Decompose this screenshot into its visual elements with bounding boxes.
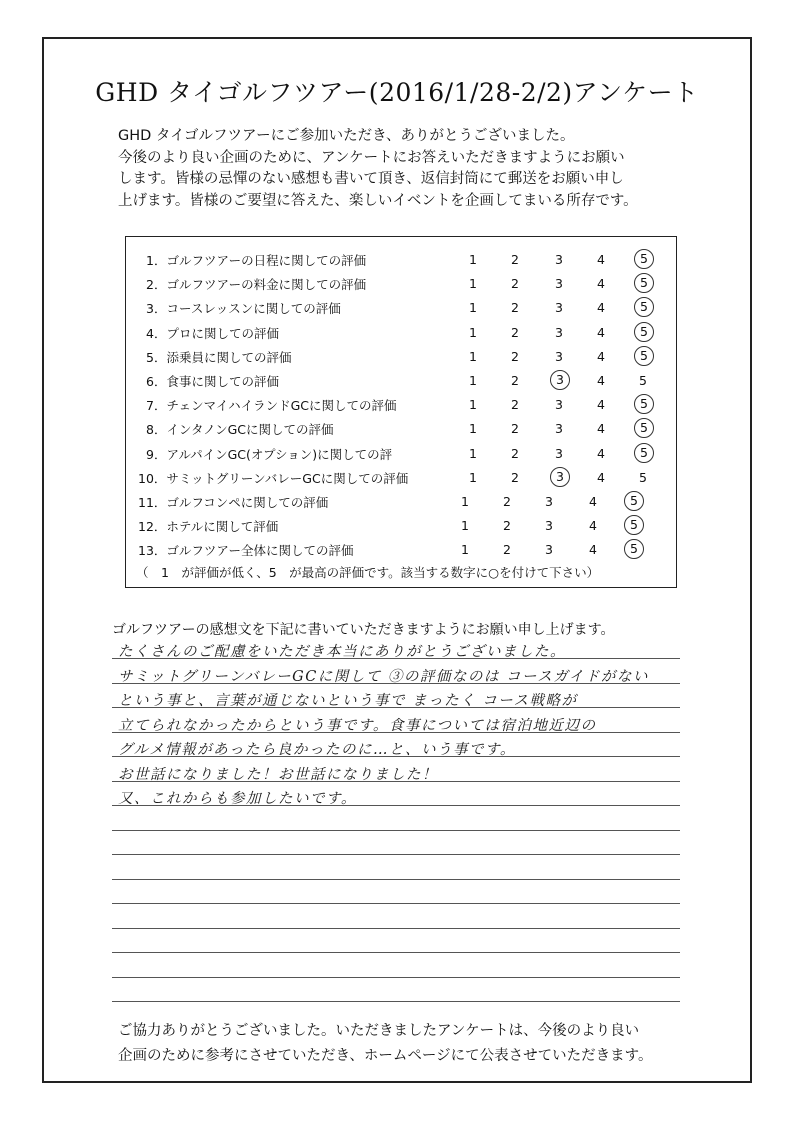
evaluation-label: 6．食事に関しての評価 <box>146 374 279 389</box>
score-option[interactable]: 1 <box>469 469 477 485</box>
score-circled[interactable]: 5 <box>634 418 654 438</box>
score-option[interactable]: 3 <box>545 542 553 558</box>
score-circled[interactable]: 3 <box>550 467 570 487</box>
score-circled[interactable]: 5 <box>624 491 644 511</box>
ruled-line <box>112 879 680 880</box>
score-option[interactable]: 1 <box>469 252 477 267</box>
intro-line: します。皆様の忌憚のない感想も書いて頂き、返信封筒にて郵送をお願い申し <box>118 171 624 187</box>
evaluation-row <box>126 418 678 442</box>
ruled-line <box>112 928 680 929</box>
score-option[interactable]: 2 <box>503 518 511 534</box>
score-option[interactable]: 4 <box>597 324 605 340</box>
score-option[interactable]: 5 <box>639 373 647 388</box>
comment-lines <box>112 646 680 1006</box>
score-option[interactable]: 3 <box>545 518 553 534</box>
intro-line: GHD タイゴルフツアーにご参加いただき、ありがとうございました。 <box>118 128 575 144</box>
evaluation-row <box>126 394 678 418</box>
score-option[interactable]: 3 <box>555 445 563 461</box>
score-option[interactable]: 2 <box>511 373 519 388</box>
evaluation-row <box>126 249 678 273</box>
score-option[interactable]: 1 <box>469 421 477 437</box>
score-circled[interactable]: 5 <box>634 273 654 293</box>
ruled-line <box>112 952 680 953</box>
score-circled[interactable]: 5 <box>634 297 654 317</box>
score-option[interactable]: 2 <box>511 252 519 267</box>
score-circled[interactable]: 5 <box>634 394 654 414</box>
score-circled[interactable]: 5 <box>634 249 654 269</box>
score-option[interactable]: 1 <box>469 397 477 413</box>
intro-line: 上げます。皆様のご要望に答えた、楽しいイベントを企画してまいる所存です。 <box>118 192 638 209</box>
score-option[interactable]: 4 <box>589 542 597 558</box>
score-option[interactable]: 4 <box>597 373 605 388</box>
closing-line: ご協力ありがとうございました。いただきましたアンケートは、今後のより良い <box>118 1023 640 1039</box>
score-option[interactable]: 4 <box>589 494 597 509</box>
score-option[interactable]: 4 <box>597 445 605 461</box>
score-option[interactable]: 3 <box>555 252 563 267</box>
score-circled[interactable]: 3 <box>550 370 570 390</box>
score-option[interactable]: 3 <box>555 276 563 292</box>
ruled-line <box>112 1001 680 1002</box>
evaluation-row <box>126 539 678 563</box>
score-option[interactable]: 1 <box>469 373 477 388</box>
score-option[interactable]: 1 <box>469 276 477 292</box>
score-option[interactable]: 5 <box>639 469 647 485</box>
evaluation-row <box>126 322 678 346</box>
score-circled[interactable]: 5 <box>634 443 654 463</box>
score-circled[interactable]: 5 <box>634 322 654 342</box>
score-option[interactable]: 3 <box>555 397 563 413</box>
handwritten-line: お世話になりました！お世話になりました！ <box>118 766 438 783</box>
evaluation-table <box>125 236 677 588</box>
handwritten-line: 又、これからも参加したいです。 <box>118 791 357 807</box>
score-option[interactable]: 3 <box>555 300 563 316</box>
score-option[interactable]: 2 <box>503 542 511 558</box>
handwritten-line: という事と、言葉が通じないという事で まったく コース戦略が <box>118 693 578 709</box>
handwritten-line: たくさんのご配慮をいただき本当にありがとうございました。 <box>118 644 566 660</box>
score-option[interactable]: 2 <box>511 324 519 340</box>
score-option[interactable]: 2 <box>511 421 519 437</box>
handwritten-line: サミットグリーンバレーGCに関して ③の評価なのは コースガイドがない <box>118 668 649 685</box>
score-option[interactable]: 1 <box>469 324 477 340</box>
score-circled[interactable]: 5 <box>624 515 644 535</box>
score-option[interactable]: 3 <box>555 421 563 437</box>
score-option[interactable]: 1 <box>469 445 477 461</box>
score-option[interactable]: 3 <box>545 494 553 509</box>
score-circled[interactable]: 5 <box>624 539 644 559</box>
evaluation-label: 2．ゴルフツアーの料金に関しての評価 <box>146 277 367 293</box>
handwritten-line: グルメ情報があったら良かったのに…と、いう事です。 <box>118 742 516 758</box>
score-option[interactable]: 1 <box>461 542 469 558</box>
ruled-line <box>112 854 680 855</box>
score-option[interactable]: 2 <box>511 276 519 292</box>
score-option[interactable]: 3 <box>555 324 563 340</box>
evaluation-label: 9．アルパインGC(オプション)に関しての評 <box>146 446 393 462</box>
score-option[interactable]: 1 <box>461 494 469 509</box>
ruled-line <box>112 977 680 978</box>
evaluation-row <box>126 491 678 515</box>
rating-note: （ 1 が評価が低く、5 が最高の評価です。該当する数字に○を付けて下さい） <box>136 565 600 580</box>
score-option[interactable]: 4 <box>597 300 605 316</box>
evaluation-label: 8．インタノンGCに関しての評価 <box>146 422 334 438</box>
score-option[interactable]: 1 <box>469 348 477 364</box>
evaluation-row <box>126 443 678 467</box>
evaluation-label: 13．ゴルフツアー全体に関しての評価 <box>138 543 354 559</box>
score-option[interactable]: 2 <box>503 494 511 509</box>
score-option[interactable]: 2 <box>511 300 519 316</box>
evaluation-row <box>126 515 678 539</box>
evaluation-row <box>126 297 678 321</box>
score-circled[interactable]: 5 <box>634 346 654 366</box>
evaluation-label: 3．コースレッスンに関しての評価 <box>146 301 341 317</box>
evaluation-label: 12．ホテルに関して評価 <box>138 519 279 535</box>
evaluation-label: 4．プロに関しての評価 <box>146 325 279 341</box>
score-option[interactable]: 1 <box>461 518 469 534</box>
ruled-line <box>112 903 680 904</box>
score-option[interactable]: 2 <box>511 469 519 485</box>
ruled-line <box>112 830 680 831</box>
intro-line: 今後のより良い企画のために、アンケートにお答えいただきますようにお願い <box>118 149 625 166</box>
score-option[interactable]: 2 <box>511 397 519 413</box>
score-option[interactable]: 4 <box>589 518 597 534</box>
closing-line: 企画のために参考にさせていただき、ホームページにて公表させていただきます。 <box>118 1048 653 1064</box>
score-option[interactable]: 4 <box>597 397 605 413</box>
evaluation-row <box>126 273 678 297</box>
score-option[interactable]: 3 <box>555 348 563 364</box>
evaluation-label: 1．ゴルフツアーの日程に関しての評価 <box>146 253 367 268</box>
evaluation-row <box>126 370 678 394</box>
score-option[interactable]: 2 <box>511 445 519 461</box>
handwritten-line: 立てられなかったからという事です。食事については宿泊地近辺の <box>118 717 597 734</box>
score-option[interactable]: 2 <box>511 348 519 364</box>
evaluation-row <box>126 346 678 370</box>
closing-text <box>118 1019 698 1069</box>
score-option[interactable]: 4 <box>597 421 605 437</box>
score-option[interactable]: 4 <box>597 469 605 485</box>
evaluation-row <box>126 467 678 491</box>
page-title: GHD タイゴルフツアー(2016/1/28-2/2)アンケート <box>95 78 699 107</box>
evaluation-label: 11．ゴルフコンペに関しての評価 <box>138 495 329 510</box>
comment-prompt: ゴルフツアーの感想文を下記に書いていただきますようにお願い申し上げます。 <box>112 622 615 638</box>
score-option[interactable]: 4 <box>597 348 605 364</box>
intro-text <box>118 126 698 212</box>
score-option[interactable]: 4 <box>597 252 605 267</box>
evaluation-label: 5．添乗員に関しての評価 <box>146 349 292 365</box>
evaluation-label: 10．サミットグリーンバレーGCに関しての評価 <box>138 470 409 486</box>
evaluation-label: 7．チェンマイハイランドGCに関しての評価 <box>146 398 397 414</box>
score-option[interactable]: 1 <box>469 300 477 316</box>
score-option[interactable]: 4 <box>597 276 605 292</box>
